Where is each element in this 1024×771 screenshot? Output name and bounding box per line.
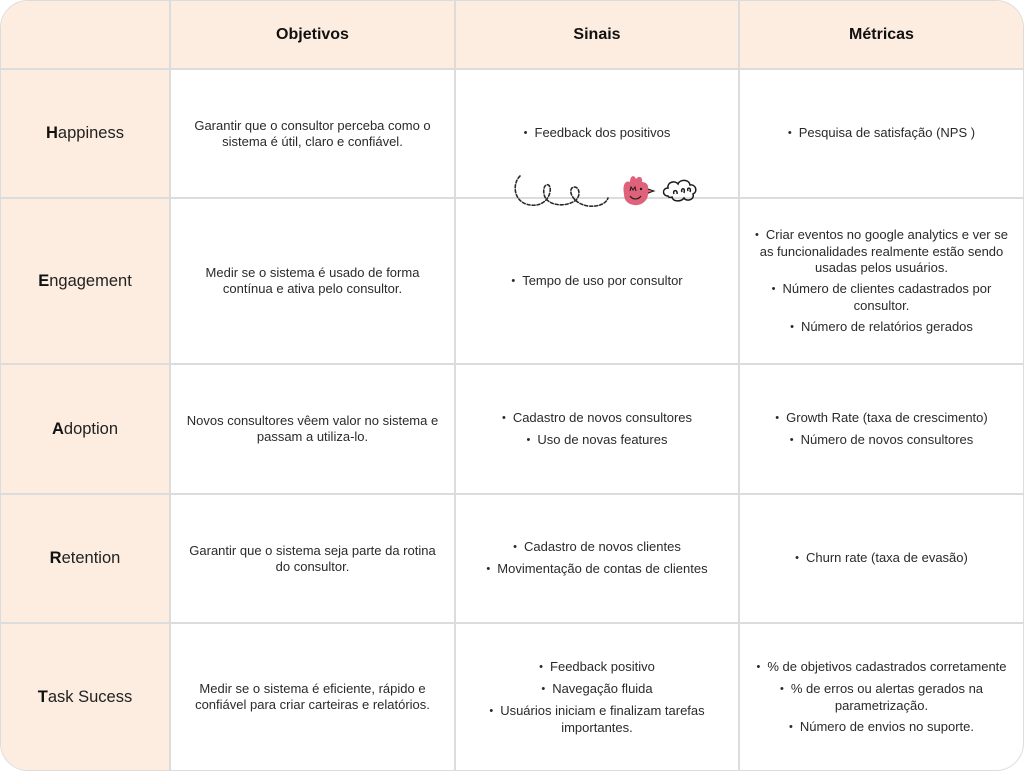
metric-item: • Número de envios no suporte. <box>754 719 1009 736</box>
row-label-task-success <box>1 624 171 770</box>
metric-item: • Churn rate (taxa de evasão) <box>795 550 968 567</box>
signal-item: • Navegação fluida <box>470 681 724 698</box>
signal-item: • Feedback dos positivos <box>524 125 671 142</box>
metrics-cell-retention <box>740 495 1023 624</box>
metric-item: • Número de novos consultores <box>775 432 987 449</box>
signals-list <box>486 534 707 583</box>
signal-item: • Feedback positivo <box>470 659 724 676</box>
row-label-happiness <box>1 70 171 199</box>
row-label-initial: T <box>37 687 48 706</box>
table-grid <box>1 1 1023 770</box>
row-label-rest: ask Sucess <box>47 687 133 706</box>
signal-item: • Usuários iniciam e finalizam tarefas importantes. <box>470 703 724 736</box>
objective-cell-happiness <box>171 70 456 199</box>
signals-list <box>524 120 671 147</box>
signals-cell-retention <box>456 495 740 624</box>
metrics-cell-happiness <box>740 70 1023 199</box>
header-corner-cell <box>1 1 171 70</box>
metric-item: • Growth Rate (taxa de crescimento) <box>775 410 987 427</box>
metrics-list <box>754 222 1009 341</box>
objective-text: Garantir que o sistema seja parte da rotina do consultor. <box>189 542 436 574</box>
row-label-adoption <box>1 365 171 495</box>
header-sinais: Sinais <box>456 1 740 70</box>
metrics-cell-task-success <box>740 624 1023 770</box>
signal-item: • Uso de novas features <box>502 432 692 449</box>
metric-item: • Pesquisa de satisfação (NPS ) <box>788 125 975 142</box>
objective-text: Garantir que o consultor perceba como o sistema é útil, claro e confiável. <box>194 117 431 149</box>
row-label-initial: R <box>49 549 62 567</box>
row-label-initial: A <box>51 419 64 438</box>
metric-item: • % de erros ou alertas gerados na parametrização. <box>754 681 1009 714</box>
row-label-rest: doption <box>63 419 119 438</box>
objective-cell-retention <box>171 495 456 624</box>
signal-item: • Movimentação de contas de clientes <box>486 561 707 578</box>
objective-cell-adoption <box>171 365 456 495</box>
metric-item: • Número de clientes cadastrados por consultor. <box>754 281 1009 314</box>
signals-cell-adoption <box>456 365 740 495</box>
metrics-list <box>788 120 975 147</box>
row-label-initial: H <box>46 124 58 142</box>
metric-item: • % de objetivos cadastrados corretamente <box>754 659 1009 676</box>
row-label-rest: appiness <box>57 124 124 142</box>
objective-text: Medir se o sistema é usado de forma contínua e ativa pelo consultor. <box>205 265 420 296</box>
header-metricas: Métricas <box>740 1 1023 70</box>
header-objetivos: Objetivos <box>171 1 456 70</box>
metrics-list <box>754 654 1009 741</box>
row-label-rest: etention <box>61 549 121 567</box>
objective-text: Novos consultores vêem valor no sistema e passam a utiliza-lo. <box>186 413 439 444</box>
metrics-cell-engagement <box>740 199 1023 365</box>
row-label-initial: E <box>38 271 50 290</box>
signals-list <box>470 654 724 741</box>
metric-item: • Número de relatórios gerados <box>754 319 1009 336</box>
row-label-rest: ngagement <box>49 271 132 290</box>
signal-item: • Cadastro de novos clientes <box>486 539 707 556</box>
signal-item: • Cadastro de novos consultores <box>502 410 692 427</box>
row-label-engagement <box>1 199 171 365</box>
metrics-list <box>795 545 968 572</box>
objective-text: Medir se o sistema é eficiente, rápido e confiável para criar carteiras e relatórios. <box>195 681 430 712</box>
objective-cell-engagement <box>171 199 456 365</box>
objective-cell-task-success <box>171 624 456 770</box>
signals-cell-happiness <box>456 70 740 199</box>
signals-cell-task-success <box>456 624 740 770</box>
signals-cell-engagement <box>456 199 740 365</box>
signal-item: • Tempo de uso por consultor <box>511 273 682 290</box>
metrics-list <box>775 405 987 454</box>
metrics-cell-adoption <box>740 365 1023 495</box>
metric-item: • Criar eventos no google analytics e ver se as funcionalidades realmente estão sendo usadas pelos usuários. <box>754 227 1009 276</box>
row-label-retention <box>1 495 171 624</box>
signals-list <box>511 268 682 295</box>
signals-list <box>502 405 692 454</box>
